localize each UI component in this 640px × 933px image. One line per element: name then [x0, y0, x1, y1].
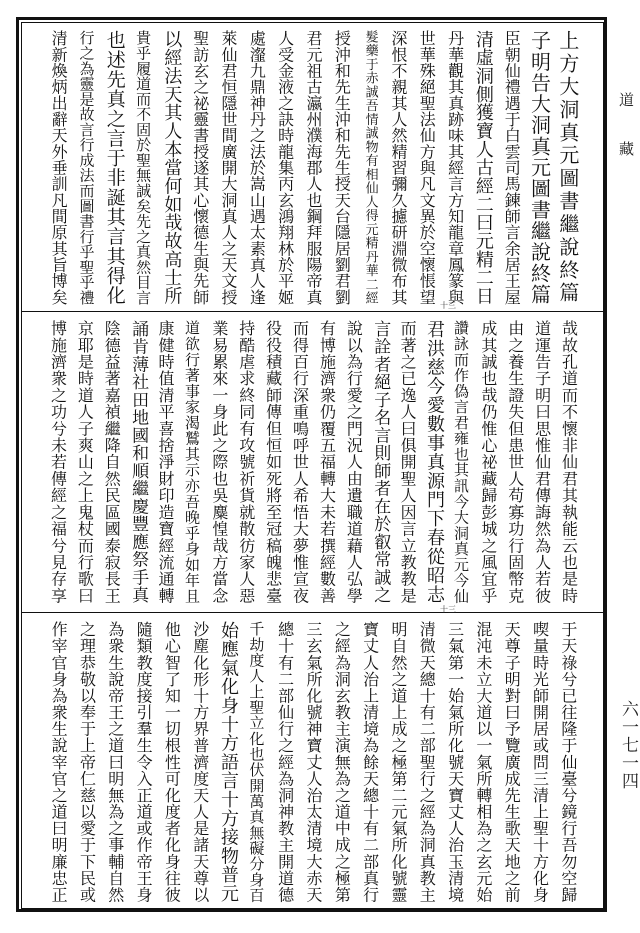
text-column: 人受金液之訣時龍集丙玄鴻翔林於平姬 [275, 30, 295, 305]
text-column: 成其誠也哉仍惟心祕藏歸彭城之風宜乎 [478, 320, 498, 604]
text-column: 而得百行深重鳴呼世人希悟大夢惟宣夜 [290, 320, 310, 604]
text-register-middle [16, 316, 607, 608]
text-register-bottom [16, 617, 607, 907]
text-column: 為衆生說帝王之道曰明無為之事輔自然 [105, 621, 125, 903]
margin-title: 道藏 [617, 92, 635, 190]
text-column: 深恨不親其人然精習彌久攄研淵微布其 [388, 30, 408, 305]
text-register-top [16, 26, 607, 309]
text-column: 丹華觀其真跡味其經言方知龍章鳳篆與 [445, 30, 465, 305]
text-column: 聖訪玄之祕靈書授遂其心懷德生與先師 [190, 30, 210, 305]
text-column: 喫量時光師開居或問三清上聖十方化身 [530, 621, 550, 903]
text-column: 業易累來一身此之際也吳麋惶哉方當念 [209, 320, 229, 604]
text-column: 清虛洞側獲寶人古經二曰元精二日 [472, 30, 494, 305]
text-column: 作宰官身為衆生說宰官之道曰明廉忠正 [49, 621, 69, 903]
text-column: 陰德益著嘉禎繼降自然民區國泰寂長王 [102, 320, 122, 604]
text-column: 行之為靈是故言行成法而圖書行乎聖乎禮 [77, 30, 96, 305]
text-column: 寶丈人治上清境為餘天總十有二部真行 [360, 621, 380, 903]
text-column: 三玄氣所化號神寶丈人治太清境大赤天 [304, 621, 323, 903]
register-divider-2 [21, 612, 604, 613]
block-mark: 十三 [440, 301, 456, 310]
text-column: 臣朝仙禮遇于白雲司馬鍊師言余居王屋 [502, 30, 522, 305]
text-column: 于天祿兮已往隆于仙臺兮鏡行吾勿空歸 [558, 621, 578, 903]
text-column: 有博施濟衆仍覆五福轉大未若撰經數善 [317, 320, 337, 604]
register-divider-1 [21, 311, 604, 312]
text-column: 授沖和先生沖和先生授天台隱居劉君劉 [332, 30, 352, 305]
text-column: 明自然之道上成之極第二元氣所化號靈 [388, 621, 408, 903]
text-column: 混沌未立大道以一氣所轉相為之玄元始 [473, 621, 493, 903]
text-column: 博施濟衆之功兮未若傳經之福兮見存享 [48, 320, 68, 604]
text-column: 萊仙君恒隱世間廣開大洞真人之天文授 [219, 30, 239, 305]
text-column: 以經法天其人本當何如哉故高士所 [161, 30, 183, 305]
text-column: 他心智了知一切根性可化度者化身往彼 [162, 621, 182, 903]
text-column: 說以為行愛之門況人由遺職道藉人弘學 [344, 320, 364, 604]
text-column: 誦肯薄社田地國和順繼慶豐應祭手真 [128, 320, 149, 604]
text-column: 貴乎履道而不固於聖無誠矣先之真然目言 [134, 30, 153, 305]
text-column: 而著之已逸人曰俱開聖人因言立教教是 [398, 320, 418, 604]
text-column: 上方大洞真元圖書繼說終篇 [555, 30, 580, 305]
text-column: 沙塵化形十方界普濟度天人是諸天尊以 [190, 621, 210, 903]
text-column: 君元祖古瀛州濮海郡人也鋼拜服陽帝真 [304, 30, 323, 305]
text-column: 之理恭敬以奉于上帝仁慈以愛于下民或 [77, 621, 97, 903]
text-column: 持酷虐求終同有攻號祈貨就散彷家人惡 [236, 320, 256, 604]
text-column: 隨類教度接引羣生令入正道或作帝王身 [134, 621, 154, 903]
text-column: 言詮者絕子名言則師者在於叡常誠之 [370, 320, 391, 604]
text-column: 三氣第一始氣所化號天寶丈人治玉清境 [445, 621, 465, 903]
text-column: 康健時值清平喜捨淨財印造寶經流通轉 [156, 320, 176, 604]
text-column: 子明告大洞真元圖書繼說終篇 [527, 30, 552, 305]
text-column: 總十有二部仙行之經為洞神教主開道德 [275, 621, 295, 903]
text-column: 讚詠而作偽言君雍也其訊今大洞真元今仙 [451, 320, 470, 604]
text-column: 哉故孔道而不懷非仙君其執能云也是時 [559, 320, 579, 604]
block-mark: 十三 [440, 605, 456, 614]
text-column: 世華殊絕聖法仙方與凡文異於空懷悵望 [417, 30, 437, 305]
text-column: 道欲行著事家渴鷲其示亦吾晚乎身如年且 [182, 320, 201, 604]
text-column: 由之養生證失但患世人苟寡功行固幣克 [505, 320, 525, 604]
page-number: 六一七一四 [618, 700, 638, 790]
text-column: 清新煥炳出辭天外垂訓凡間原其旨博矣 [49, 30, 69, 305]
text-column: 之經為洞玄教主演無為之道中成之極第 [332, 621, 352, 903]
text-column: 京耶是時道人子爽山之上鬼杖而行歌曰 [75, 320, 95, 604]
text-column: 道運告子明曰思惟仙君傳誨然為人若彼 [532, 320, 552, 604]
text-column: 也述先真之言于非誕其言其得化 [103, 30, 126, 305]
text-column: 髮藥于赤誠吾情誠物有相仙人得元精丹華二經 [362, 30, 378, 305]
text-column: 役役積藏師傳但恒如死將至冠稿魄悲臺 [263, 320, 283, 604]
text-column: 君洪慈今愛數事真源門下春從昭志 [424, 320, 446, 604]
text-column: 千劫度人上聖立化也伏開萬真無礙分身百 [247, 621, 266, 903]
text-column: 始應氣化身十方語言十方接物普元 [218, 621, 240, 903]
text-column: 天尊子明對曰予覽廣成先生歌天地之前 [502, 621, 522, 903]
text-column: 清微天總十有二部聖行之經為洞真教主 [417, 621, 437, 903]
text-column: 處瀣九鼎神丹之法於嵩山遇太素真人逢 [247, 30, 267, 305]
